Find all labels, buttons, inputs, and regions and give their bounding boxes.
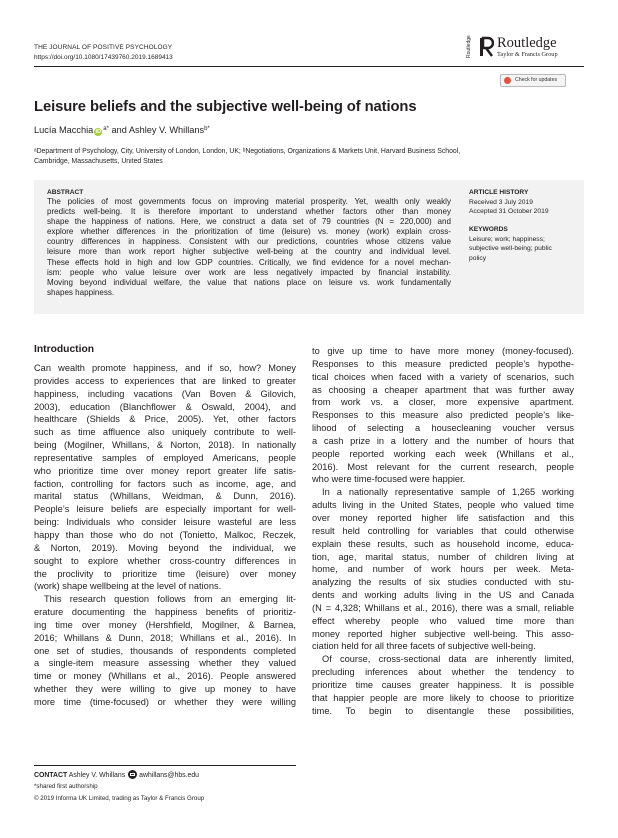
body-line: marital status (Whillans, Weidman, & Dunn, 2016). bbox=[34, 491, 296, 502]
body-line: 2003), education (Blanchflower & Oswald, 2004), and bbox=[34, 401, 296, 412]
body-line: faction, controlling for factors such as income, age, and bbox=[34, 478, 296, 489]
contact-label: CONTACT bbox=[34, 772, 68, 779]
author-1[interactable]: Lucía Macchia bbox=[34, 125, 94, 135]
publisher-logo bbox=[466, 34, 586, 64]
body-line: who prioritize time over money report greater life satis- bbox=[34, 465, 296, 476]
body-line: precluding inferences about whether the tendency to bbox=[312, 667, 574, 678]
body-line: the proclivity to prioritize time (leisure) over money bbox=[34, 568, 296, 579]
body-line: time or money (Whillans et al., 2016). People answered bbox=[34, 671, 296, 682]
body-line: a single-item measure assessing whether they valued bbox=[34, 658, 296, 669]
body-line: sought to explore whether cross-country differences in bbox=[34, 555, 296, 566]
copyright-notice: © 2019 Informa UK Limited, trading as Taylor & Francis Group bbox=[34, 795, 205, 802]
author-conjunction: and bbox=[108, 125, 129, 135]
publisher-side-label: Routledge bbox=[466, 35, 472, 59]
body-line: healthcare (Shields & Price, 2005). Yet, other factors bbox=[34, 414, 296, 425]
body-line: prioritize time causes greater happiness. It is possible bbox=[312, 679, 574, 690]
body-line: analyzing the results of six studies conducted with stu- bbox=[312, 577, 574, 588]
contact-name: Ashley V. Whillans bbox=[68, 772, 126, 779]
body-column-left bbox=[34, 362, 296, 709]
body-line: money reported higher subjective well-being. This asso- bbox=[312, 628, 574, 639]
body-line: being (Mogilner, Whillans, & Norton, 2018). In nationally bbox=[34, 440, 296, 451]
keywords-heading: KEYWORDS bbox=[469, 226, 508, 233]
publisher-subtitle: Taylor & Francis Group bbox=[497, 51, 558, 58]
author-list bbox=[34, 124, 210, 136]
shared-authorship-note: *shared first authorship bbox=[34, 783, 98, 790]
body-line: adults living in the United States, people who valued time bbox=[312, 500, 574, 511]
article-title: Leisure beliefs and the subjective well-being of nations bbox=[34, 99, 417, 115]
author-2-affil: b* bbox=[204, 126, 210, 132]
keywords-line: policy bbox=[469, 254, 487, 262]
abstract-line: ism: people who value leisure over work are less negatively impacted by financial instability. bbox=[47, 267, 451, 277]
body-line: (N = 4,328; Whillans et al., 2016), there was a small, reliable bbox=[312, 602, 574, 613]
body-line: People’s leisure beliefs are especially important for well- bbox=[34, 504, 296, 515]
body-line: happiness, including vacations (Van Boven & Gilovich, bbox=[34, 388, 296, 399]
keywords-list bbox=[469, 235, 577, 263]
contact-line bbox=[34, 770, 199, 780]
abstract-line: explore whether differences in the prioritization of time (leisure) vs. money (work) explain cross- bbox=[47, 227, 451, 237]
body-line: (work) shape wellbeing at the level of nations. bbox=[34, 581, 222, 592]
received-date: Received 3 July 2019 bbox=[469, 199, 533, 206]
body-line: whether they were willing to give up money to have bbox=[34, 684, 296, 695]
body-line: tion, age, marital status, number of children living at bbox=[312, 551, 574, 562]
body-line: one set of studies, thousands of respondents completed bbox=[34, 645, 296, 656]
body-line: result held controlling for variables that could otherwise bbox=[312, 525, 574, 536]
affiliation-line: Cambridge, Massachusetts, United States bbox=[34, 157, 163, 165]
journal-name: THE JOURNAL OF POSITIVE PSYCHOLOGY bbox=[34, 44, 173, 51]
affiliation-line: ᵃDepartment of Psychology, City, University of London, London, UK; ᵇNegotiations, Organizations & Markets Unit, Harvard Business School, bbox=[34, 148, 461, 155]
section-heading-introduction: Introduction bbox=[34, 344, 95, 355]
orcid-icon[interactable]: iD bbox=[95, 129, 101, 135]
abstract-line: shapes happiness. bbox=[47, 287, 115, 297]
body-line: 2016; Whillans & Dunn, 2018; Whillans et al., 2016). In bbox=[34, 632, 296, 643]
body-line: that happier people are more likely to choose to prioritize bbox=[312, 692, 574, 703]
body-line: a cash prize in a lottery and the number of hours that bbox=[312, 435, 574, 446]
keywords-line: subjective well-being; public bbox=[469, 245, 552, 253]
abstract-line: shape the happiness of nations. Here, we construct a data set of 79 countries (N = 220,000) and bbox=[47, 217, 451, 227]
body-line: to give up time to have more money (money-focused). bbox=[312, 346, 574, 356]
footnote-divider bbox=[34, 765, 296, 766]
body-line: Can wealth promote happiness, and if so, how? Money bbox=[34, 363, 296, 373]
body-column-right bbox=[312, 345, 574, 717]
body-line: from work vs. a closer, more expensive apartment. bbox=[312, 397, 574, 408]
abstract-line: country differences in happiness. Consistent with our predictions, countries whose citizens value bbox=[47, 237, 451, 247]
publisher-name: Routledge bbox=[497, 35, 557, 51]
crossmark-icon bbox=[504, 77, 511, 84]
body-line: tical choices when faced with a variety of scenarios, such bbox=[312, 371, 574, 382]
body-line: ciation held for all three facets of subjective well-being. bbox=[312, 641, 536, 652]
check-for-updates-button[interactable] bbox=[500, 74, 566, 87]
body-line: dents and working adults living in the US and Canada bbox=[312, 590, 574, 601]
body-line: time. To begin to disentangle these possibilities, bbox=[312, 705, 574, 716]
affiliations bbox=[34, 147, 574, 166]
body-line: 2016). Most relevant for the current research, people bbox=[312, 461, 574, 472]
abstract-line: leisure more than work report higher subjective well-being at the country and individual level. bbox=[47, 247, 451, 257]
body-line: erature documenting the happiness benefits of prioritiz- bbox=[34, 607, 296, 618]
body-line: as choosing a cheaper apartment that was further away bbox=[312, 384, 574, 395]
keywords-line: Leisure; work; happiness; bbox=[469, 236, 545, 243]
body-line: people reported working each week (Whillans et al., bbox=[312, 448, 574, 459]
abstract-text bbox=[47, 197, 451, 298]
body-line: Of course, cross-sectional data are inherently limited, bbox=[322, 654, 574, 665]
header-divider bbox=[34, 66, 584, 67]
body-line: Responses to this measure also predicted people’s like- bbox=[312, 410, 574, 421]
body-line: representative samples of employed Americans, people bbox=[34, 452, 296, 463]
body-line: This research question follows from an emerging lit- bbox=[44, 594, 296, 605]
abstract-heading: ABSTRACT bbox=[47, 189, 84, 196]
author-1-affil: a* bbox=[103, 126, 109, 132]
body-line: provides access to experiences that are linked to greater bbox=[34, 375, 296, 386]
abstract-line: Moving beyond individual welfare, the value that nations place on leisure vs. work fundamentally bbox=[47, 277, 451, 287]
email-icon bbox=[128, 770, 137, 779]
accepted-date: Accepted 31 October 2019 bbox=[469, 208, 549, 215]
body-line: more time (time-focused) or whether they were willing bbox=[34, 696, 296, 707]
publisher-mark-icon bbox=[478, 36, 494, 58]
abstract-line: predicts well-being. It is therefore important to understand whether factors other than money bbox=[47, 207, 451, 217]
body-line: over money reported higher life satisfaction and this bbox=[312, 512, 574, 523]
doi-link[interactable]: https://doi.org/10.1080/17439760.2019.1689413 bbox=[34, 54, 173, 61]
body-line: & Norton, 2019). Moving beyond the individual, we bbox=[34, 542, 296, 553]
body-line: being: Individuals who consider leisure wasteful are less bbox=[34, 517, 296, 528]
author-2[interactable]: Ashley V. Whillans bbox=[128, 125, 205, 135]
body-line: happy than those who do not (Tonietto, Malkoc, Reczek, bbox=[34, 529, 296, 540]
body-line: ing time over money (Hershfield, Mogilner, & Barnea, bbox=[34, 619, 296, 630]
body-line: effect whereby people who valued time more than bbox=[312, 615, 574, 626]
body-line: lihood of selecting a housecleaning voucher versus bbox=[312, 423, 574, 434]
abstract-line: These effects hold in high and low GDP countries. Critically, we find evidence for a novel mechan- bbox=[47, 257, 451, 267]
body-line: In a nationally representative sample of 1,265 working bbox=[322, 487, 574, 498]
body-line: explain these results, such as household income, educa- bbox=[312, 538, 574, 549]
abstract-line: The policies of most governments focus on improving material prosperity. Yet, wealth only weakly bbox=[47, 197, 451, 206]
contact-email-link[interactable]: awhillans@hbs.edu bbox=[139, 772, 200, 779]
check-for-updates-label: Check for updates bbox=[515, 77, 558, 83]
body-line: Responses to this measure predicted people’s hypothe- bbox=[312, 358, 574, 369]
body-line: home, and number of work hours per week. Meta- bbox=[312, 564, 574, 575]
body-line: such as time affluence also uniquely contribute to well- bbox=[34, 427, 296, 438]
article-history-heading: ARTICLE HISTORY bbox=[469, 189, 529, 196]
body-line: who were time-focused were happier. bbox=[312, 474, 466, 485]
